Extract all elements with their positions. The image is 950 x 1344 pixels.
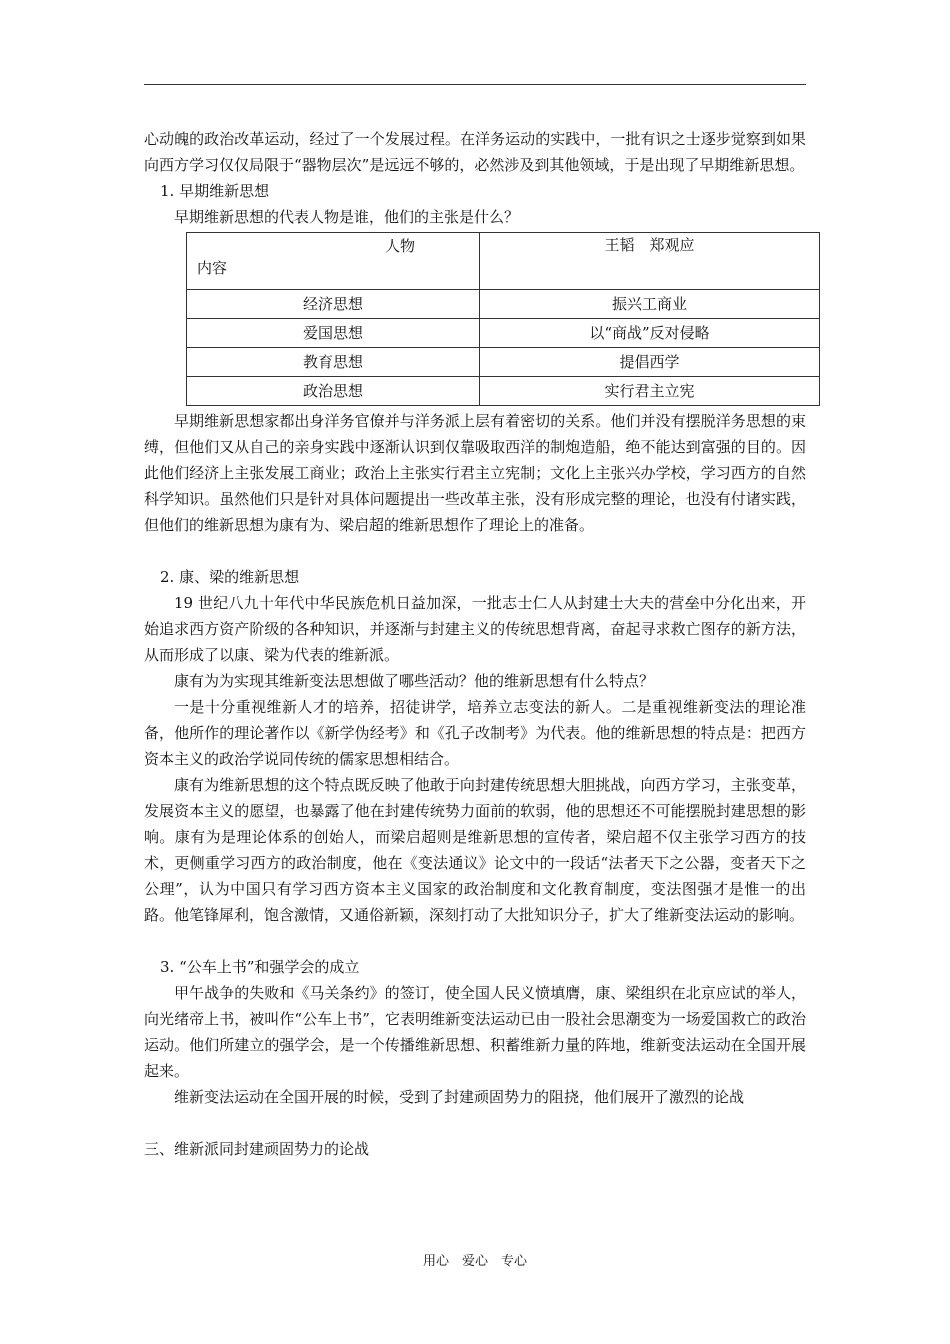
kang-liang-paragraph-1: 19 世纪八九十年代中华民族危机日益加深，一批志士仁人从封建士大夫的营垒中分化出来，开始追求西方资产阶级的各种知识，并逐渐与封建主义的传统思想背离，奋起寻求救亡图存的新方法，从而形成了以康、梁为代表的维新派。 [144, 594, 806, 664]
early-reform-paragraph: 早期维新思想家都出身洋务官僚并与洋务派上层有着密切的关系。他们并没有摆脱洋务思想的束缚，但他们又从自己的亲身实践中逐渐认识到仅靠吸取西洋的制炮造船，绝不能达到富强的目的。因此他们经济上主张发展工商业；政治上主张实行君主立宪制；文化上主张兴办学校，学习西方的自然科学知识。虽然他们只是针对具体问题提出一些改革主张，没有形成完整的理论，也没有付诸实践，但他们的维新思想为康有为、梁启超的维新思想作了理论上的准备。 [144, 412, 806, 534]
table-corner-header [187, 233, 480, 290]
row-value: 提倡西学 [480, 348, 820, 377]
kang-liang-paragraph-2: 一是十分重视维新人才的培养，招徒讲学，培养立志变法的新人。二是重视维新变法的理论准备，他所作的理论著作以《新学伪经考》和《孔子改制考》为代表。他的维新思想的特点是：把西方资本主义的政治学说同传统的儒家思想相结合。 [144, 698, 806, 768]
table-row [187, 319, 820, 348]
page-body [144, 126, 806, 1162]
table-row [187, 377, 820, 406]
question-early-reform: 早期维新思想的代表人物是谁，他们的主张是什么？ [174, 208, 520, 226]
row-value: 以“商战”反对侵略 [480, 319, 820, 348]
row-label: 政治思想 [187, 377, 480, 406]
reform-thought-table [186, 232, 820, 406]
heading-early-reform: 1. 早期维新思想 [160, 182, 270, 200]
header-names: 王韬 郑观应 [480, 233, 820, 290]
table-row [187, 290, 820, 319]
page-footer: 用心 爱心 专心 [422, 1254, 527, 1269]
heading-kang-liang: 2. 康、梁的维新思想 [160, 568, 300, 586]
gongche-paragraph-1: 甲午战争的失败和《马关条约》的签订，使全国人民义愤填膺，康、梁组织在北京应试的举人，向光绪帝上书，被叫作“公车上书”，它表明维新变法运动已由一股社会思潮变为一场爱国救亡的政治运动。他们所建立的强学会，是一个传播维新思想、积蓄维新力量的阵地，维新变法运动在全国开展起来。 [144, 984, 806, 1080]
row-label: 爱国思想 [187, 319, 480, 348]
intro-paragraph: 心动魄的政治改革运动，经过了一个发展过程。在洋务运动的实践中，一批有识之士逐步觉察到如果向西方学习仅仅局限于“器物层次”是远远不够的，必然涉及到其他领域，于是出现了早期维新思想。 [144, 130, 806, 174]
kang-liang-paragraph-3: 康有为维新思想的这个特点既反映了他敢于向封建传统思想大胆挑战，向西方学习，主张变革，发展资本主义的愿望，也暴露了他在封建传统势力面前的软弱，他的思想还不可能摆脱封建思想的影响。康有为是理论体系的创始人，而梁启超则是维新思想的宣传者，梁启超不仅主张学习西方的技术，更侧重学习西方的政治制度，他在《变法通议》论文中的一段话“法者天下之公器，变者天下之公理”，认为中国只有学习西方资本主义国家的政治制度和文化教育制度，变法图强才是惟一的出路。他笔锋犀利，饱含激情，又通俗新颖，深刻打动了大批知识分子，扩大了维新变法运动的影响。 [144, 776, 806, 924]
row-label: 经济思想 [187, 290, 480, 319]
header-rule [144, 84, 806, 85]
row-value: 实行君主立宪 [480, 377, 820, 406]
section-heading-3: 三、维新派同封建顽固势力的论战 [144, 1140, 370, 1158]
gongche-paragraph-2: 维新变法运动在全国开展的时候，受到了封建顽固势力的阻挠，他们展开了激烈的论战 [174, 1088, 745, 1106]
question-kang: 康有为为实现其维新变法思想做了哪些活动？他的维新思想有什么特点？ [174, 672, 655, 690]
header-person: 人物 [384, 237, 415, 255]
header-content: 内容 [197, 259, 228, 277]
table-row [187, 348, 820, 377]
heading-gongche: 3. “公车上书”和强学会的成立 [160, 958, 360, 976]
row-label: 教育思想 [187, 348, 480, 377]
row-value: 振兴工商业 [480, 290, 820, 319]
